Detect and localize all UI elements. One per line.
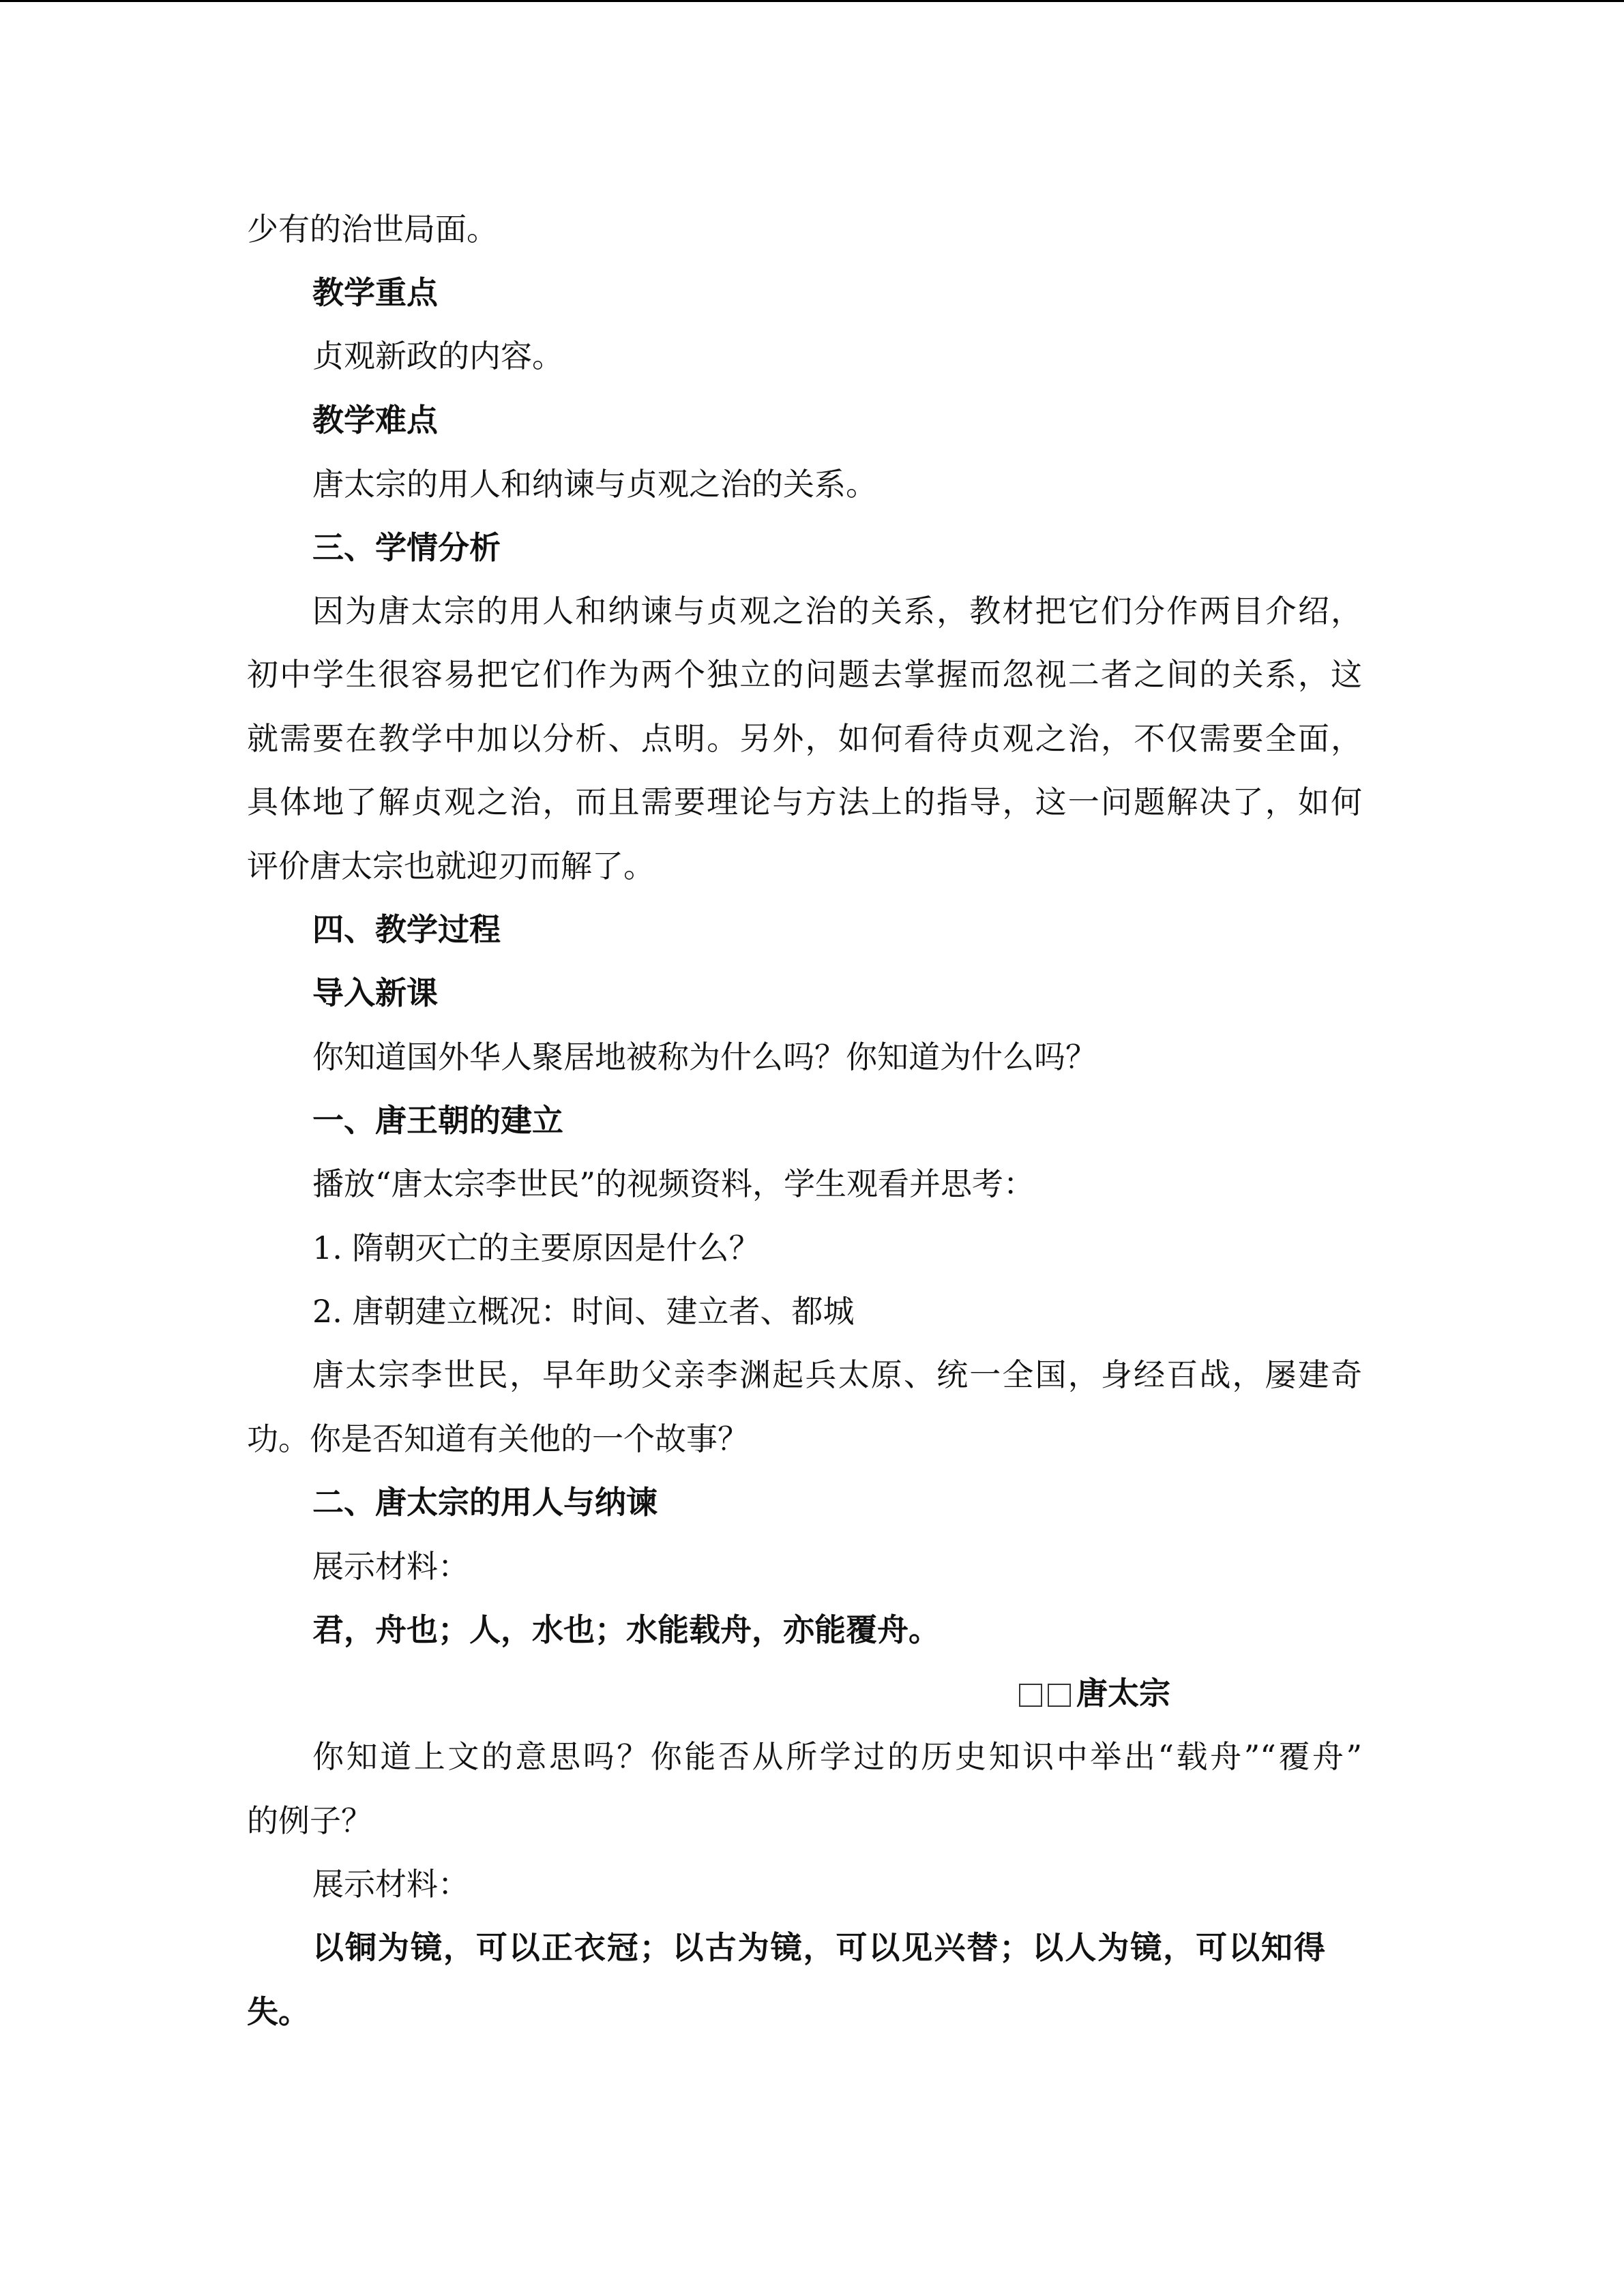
show-material-label-1: 展示材料： bbox=[312, 1548, 469, 1585]
video-instruction: 播放“唐太宗李世民”的视频资料，学生观看并思考： bbox=[312, 1165, 1035, 1202]
heading-student-analysis: 三、学情分析 bbox=[312, 529, 501, 566]
paragraph-continuation: 少有的治世局面。 bbox=[247, 211, 498, 248]
missing-glyph-box-icon bbox=[1048, 1684, 1071, 1707]
taizong-intro-line-2: 功。你是否知道有关他的一个故事？ bbox=[247, 1420, 749, 1457]
heading-teaching-process: 四、教学过程 bbox=[312, 911, 501, 948]
taizong-intro-line-1: 唐太宗李世民，早年助父亲李渊起兵太原、统一全国，身经百战，屡建奇 bbox=[312, 1356, 1362, 1393]
attribution-name: 唐太宗 bbox=[1076, 1675, 1170, 1712]
question-2: 2. 唐朝建立概况：时间、建立者、都城 bbox=[312, 1293, 855, 1330]
quote-attribution bbox=[1019, 1673, 1170, 1714]
student-analysis-line-2: 初中学生很容易把它们作为两个独立的问题去掌握而忽视二者之间的关系，这 bbox=[247, 656, 1362, 693]
heading-teaching-difficulty: 教学难点 bbox=[312, 402, 438, 438]
show-material-label-2: 展示材料： bbox=[312, 1866, 469, 1903]
question-1: 1. 隋朝灭亡的主要原因是什么？ bbox=[312, 1229, 761, 1266]
quote-mirror-line-2: 失。 bbox=[247, 1993, 310, 2030]
introduction-question: 你知道国外华人聚居地被称为什么吗？你知道为什么吗？ bbox=[312, 1039, 1097, 1075]
quote-boat-water: 君，舟也；人，水也；水能载舟，亦能覆舟。 bbox=[312, 1611, 940, 1648]
quote-mirror-line-1: 以铜为镜，可以正衣冠；以古为镜，可以见兴替；以人为镜，可以知得 bbox=[312, 1929, 1325, 1966]
heading-tang-founding: 一、唐王朝的建立 bbox=[312, 1102, 563, 1139]
top-border bbox=[0, 0, 1624, 2]
student-analysis-line-3: 就需要在教学中加以分析、点明。另外，如何看待贞观之治，不仅需要全面， bbox=[247, 720, 1362, 757]
student-analysis-line-5: 评价唐太宗也就迎刃而解了。 bbox=[247, 848, 655, 884]
student-analysis-line-1: 因为唐太宗的用人和纳谏与贞观之治的关系，教材把它们分作两目介绍， bbox=[312, 593, 1362, 629]
teaching-focus-text: 贞观新政的内容。 bbox=[312, 338, 563, 374]
quote-question-line-2: 的例子？ bbox=[247, 1802, 372, 1839]
teaching-difficulty-text: 唐太宗的用人和纳谏与贞观之治的关系。 bbox=[312, 466, 877, 503]
heading-teaching-focus: 教学重点 bbox=[312, 274, 438, 311]
quote-question-line-1: 你知道上文的意思吗？你能否从所学过的历史知识中举出“载舟”“覆舟” bbox=[312, 1738, 1362, 1775]
heading-introduction: 导入新课 bbox=[312, 974, 438, 1011]
student-analysis-line-4: 具体地了解贞观之治，而且需要理论与方法上的指导，这一问题解决了，如何 bbox=[247, 784, 1362, 820]
missing-glyph-box-icon bbox=[1019, 1684, 1042, 1707]
heading-employment-remonstrance: 二、唐太宗的用人与纳谏 bbox=[312, 1484, 658, 1521]
